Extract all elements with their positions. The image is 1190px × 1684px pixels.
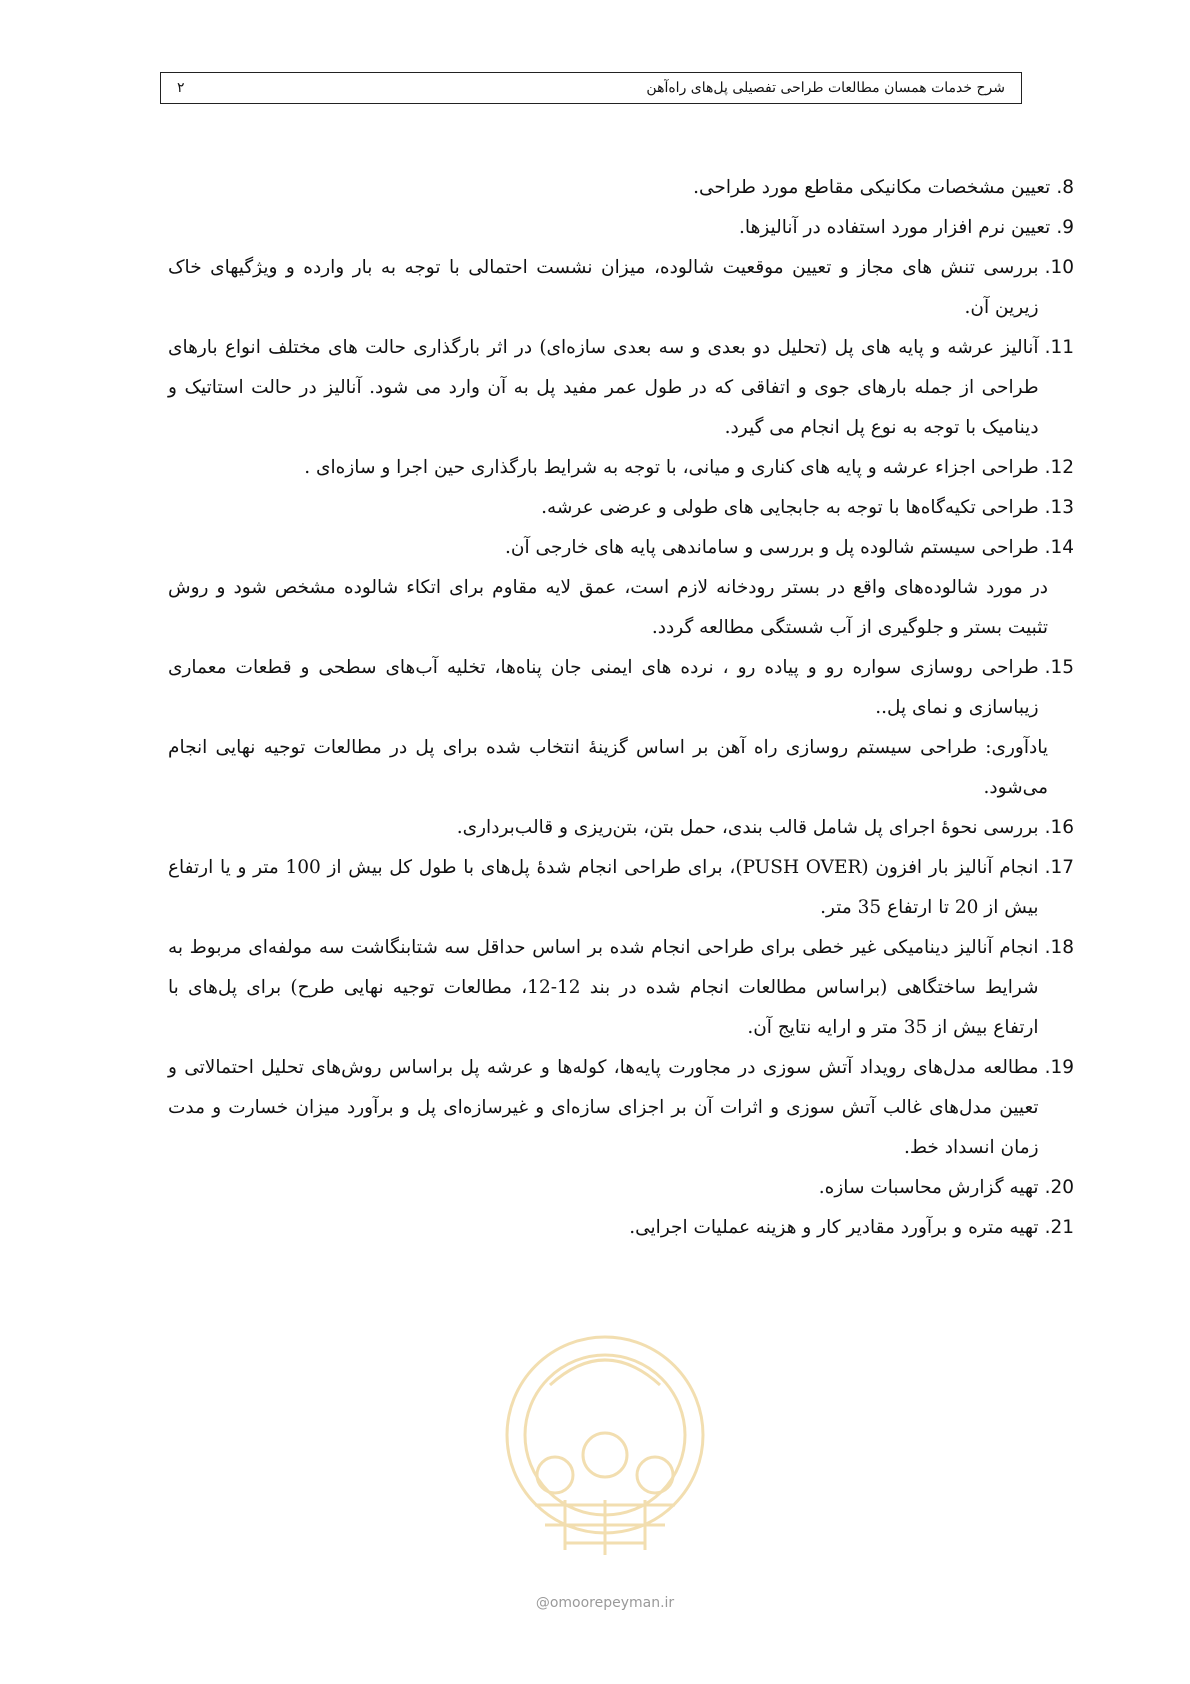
item-number: 20. bbox=[1044, 1177, 1074, 1198]
reminder-paragraph: یادآوری: طراحی سیستم روسازی راه آهن بر اساس گزینهٔ انتخاب شده برای پل در مطالعات توجیه نهایی انجام می‌شود. bbox=[168, 737, 1048, 798]
item-text: طراحی سیستم شالوده پل و بررسی و ساماندهی پایه های خارجی آن. bbox=[505, 537, 1039, 558]
item-number: 12. bbox=[1044, 457, 1074, 478]
item-number: 14. bbox=[1044, 537, 1074, 558]
list-item bbox=[168, 528, 1074, 568]
item-text: مطالعه مدل‌های رویداد آتش سوزی در مجاورت پایه‌ها، کوله‌ها و عرشه پل براساس روش‌های تحلیل احتمالاتی و تعیین مدل‌های غالب آتش سوزی و اثرات آن بر اجزای سازه‌ای و غیرسازه‌ای پل و برآورد میزان خسارت و مدت زمان انسداد خط. bbox=[168, 1057, 1039, 1158]
item-text: تعیین نرم افزار مورد استفاده در آنالیزها. bbox=[739, 217, 1051, 238]
list-item bbox=[168, 848, 1074, 928]
item-number: 8. bbox=[1056, 177, 1074, 198]
item-text: طراحی اجزاء عرشه و پایه های کناری و میانی، با توجه به شرایط بارگذاری حین اجرا و سازه‌ای . bbox=[304, 457, 1039, 478]
page-header bbox=[160, 72, 1022, 104]
list-item bbox=[168, 248, 1074, 328]
list-item bbox=[168, 488, 1074, 528]
item-text: بررسی نحوهٔ اجرای پل شامل قالب بندی، حمل بتن، بتن‌ریزی و قالب‌برداری. bbox=[456, 817, 1039, 838]
item-number: 18. bbox=[1044, 937, 1074, 958]
item-number: 15. bbox=[1044, 657, 1074, 678]
item-text: تهیه گزارش محاسبات سازه. bbox=[818, 1177, 1039, 1198]
header-title: شرح خدمات همسان مطالعات طراحی تفصیلی پل‌های راه‌آهن bbox=[646, 80, 1005, 96]
list-item bbox=[168, 168, 1074, 208]
item-text: بررسی تنش های مجاز و تعیین موقعیت شالوده، میزان نشست احتمالی با توجه به بار وارده و ویژگیهای خاک زیرین آن. bbox=[168, 257, 1039, 318]
list-item bbox=[168, 328, 1074, 448]
list-item bbox=[168, 648, 1074, 728]
item-number: 10. bbox=[1044, 257, 1074, 278]
item-text: طراحی تکیه‌گاه‌ها با توجه به جابجایی های طولی و عرضی عرشه. bbox=[541, 497, 1039, 518]
item-number: 19. bbox=[1044, 1057, 1074, 1078]
list-item bbox=[168, 1168, 1074, 1208]
item-text: تهیه متره و برآورد مقادیر کار و هزینه عملیات اجرایی. bbox=[629, 1217, 1039, 1238]
item-text: آنالیز عرشه و پایه های پل (تحلیل دو بعدی و سه بعدی سازه‌ای) در اثر بارگذاری حالت های مختلف انواع بارهای طراحی از جمله بارهای جوی و اتفاقی که در طول عمر مفید پل به آن وارد می شود. آنالیز در حالت استاتیک و دینامیک با توجه به نوع پل انجام می گیرد. bbox=[168, 337, 1039, 438]
list-item bbox=[168, 448, 1074, 488]
watermark-logo bbox=[495, 1315, 715, 1575]
list-item bbox=[168, 808, 1074, 848]
note-paragraph: در مورد شالوده‌های واقع در بستر رودخانه لازم است، عمق لایه مقاوم برای اتکاء شالوده مشخص شود و روش تثبیت بستر و جلوگیری از آب شستگی مطالعه گردد. bbox=[168, 577, 1048, 638]
item-number: 17. bbox=[1044, 857, 1074, 878]
item-number: 21. bbox=[1044, 1217, 1074, 1238]
item-text: انجام آنالیز بار افزون (PUSH OVER)، برای طراحی انجام شدهٔ پل‌های با طول کل بیش از 100 متر و یا ارتفاع بیش از 20 تا ارتفاع 35 متر. bbox=[168, 857, 1039, 918]
list-item bbox=[168, 1048, 1074, 1168]
item-text: انجام آنالیز دینامیکی غیر خطی برای طراحی انجام شده بر اساس حداقل سه شتابنگاشت سه مولفه‌ای مربوط به شرایط ساختگاهی (براساس مطالعات انجام شده در بند 12-12، مطالعات توجیه نهایی طرح) برای پل‌های با ارتفاع بیش از 35 متر و ارایه نتایج آن. bbox=[168, 937, 1039, 1038]
watermark-url: @omoorepeyman.ir bbox=[535, 1595, 675, 1611]
item-number: 16. bbox=[1044, 817, 1074, 838]
list-item bbox=[168, 928, 1074, 1048]
item-number: 13. bbox=[1044, 497, 1074, 518]
item-text: تعیین مشخصات مکانیکی مقاطع مورد طراحی. bbox=[693, 177, 1051, 198]
item-number: 11. bbox=[1044, 337, 1074, 358]
document-body bbox=[168, 168, 1074, 1248]
item-text: طراحی روسازی سواره رو و پیاده رو ، نرده های ایمنی جان پناه‌ها، تخلیه آب‌های سطحی و قطعات معماری زیباسازی و نمای پل.. bbox=[168, 657, 1039, 718]
list-item bbox=[168, 1208, 1074, 1248]
page-number: ۲ bbox=[177, 80, 185, 96]
list-item bbox=[168, 208, 1074, 248]
item-number: 9. bbox=[1056, 217, 1074, 238]
